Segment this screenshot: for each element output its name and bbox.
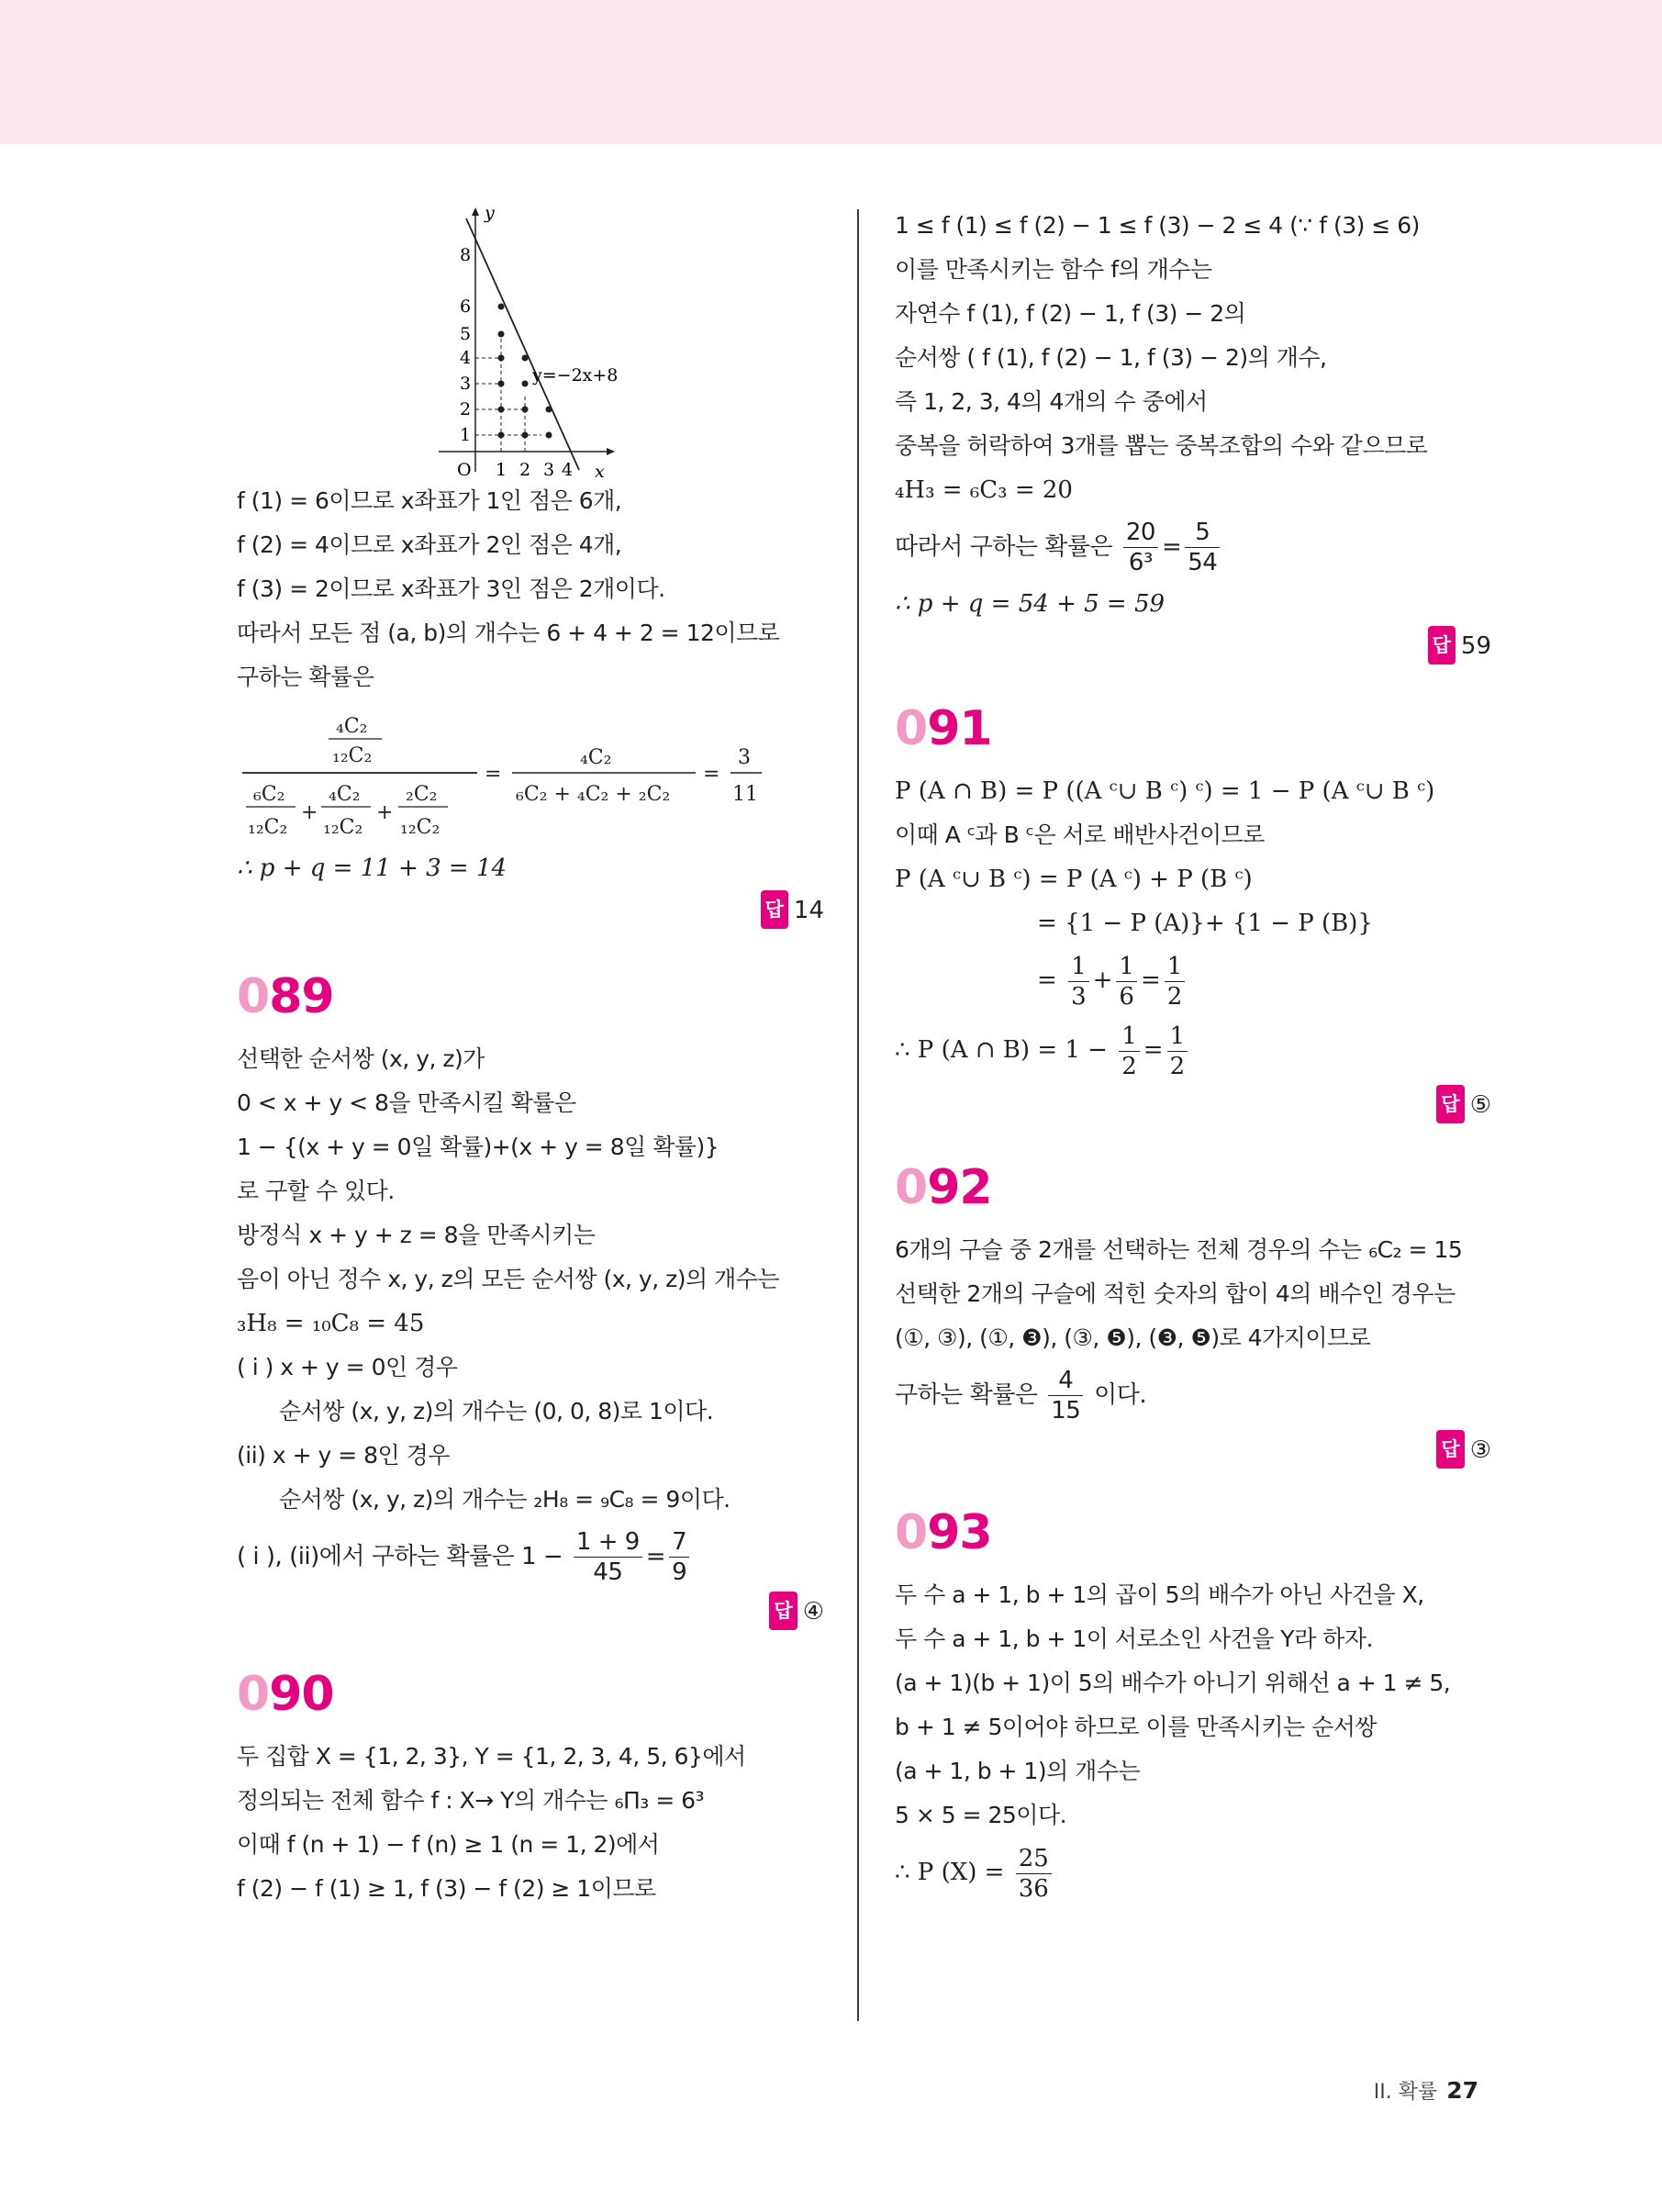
answer-value: ④ <box>802 1598 824 1625</box>
sol089-result: ( i ), (ii)에서 구하는 확률은 1 − $\frac{1 + 9}{45}$ = $\frac{7}{9}$ <box>237 1522 824 1592</box>
sol092-line: (①, ③), (①, ❸), (③, ❺), (❸, ❺)로 4가지이므로 <box>895 1324 1371 1351</box>
problem-number-rest: 93 <box>927 1505 992 1560</box>
problem-number-rest: 91 <box>927 701 992 756</box>
answer-tag: 답 <box>1436 1085 1464 1123</box>
column-divider <box>857 209 859 2021</box>
svg-text:₁₂C₂: ₁₂C₂ <box>400 816 441 839</box>
fraction: $\frac{1 + 9}{45}$ <box>574 1527 642 1587</box>
answer-090 <box>895 626 1491 665</box>
sol089-case2: (ii) x + y = 8인 경우 <box>237 1442 450 1469</box>
problem-number-093: 093 <box>895 1505 992 1560</box>
svg-text:=: = <box>485 763 502 786</box>
sol090-line: f (2) − f (1) ≥ 1, f (3) − f (2) ≥ 1이므로 <box>237 1875 656 1902</box>
origin-label: O <box>457 460 472 479</box>
sol091-sum: = $\frac{1}{3}$ + $\frac{1}{6}$ = $\frac{1}{2}$ <box>895 945 1491 1015</box>
sol090-line: 이를 만족시키는 함수 f의 개수는 <box>895 256 1212 283</box>
problem-number-091: 091 <box>895 701 992 756</box>
problem-number-090: 090 <box>237 1667 334 1722</box>
answer-088 <box>237 890 824 929</box>
fraction: $\frac{1}{6}$ <box>1116 952 1137 1011</box>
svg-text:₄C₂: ₄C₂ <box>329 783 361 806</box>
sol090-probability: 따라서 구하는 확률은 $\frac{20}{\text{6³}}$ = $\frac{5}{54}$ <box>895 512 1491 582</box>
svg-text:₁₂C₂: ₁₂C₂ <box>332 744 373 767</box>
svg-text:₆C₂: ₆C₂ <box>253 783 285 806</box>
svg-text:₁₂C₂: ₁₂C₂ <box>248 816 288 839</box>
sol088-conclusion: ∴ p + q = 11 + 3 = 14 <box>237 855 508 882</box>
sol090-line: 1 ≤ f (1) ≤ f (2) − 1 ≤ f (3) − 2 ≤ 4 (∵ f (3) ≤ 6) <box>895 212 1420 239</box>
y-tick: 2 <box>460 399 472 419</box>
sol088-line: f (1) = 6이므로 x좌표가 1인 점은 6개, <box>237 487 622 514</box>
sol089-line: 방정식 x + y + z = 8을 만족시키는 <box>237 1222 596 1248</box>
sol093-line: b + 1 ≠ 5이어야 하므로 이를 만족시키는 순서쌍 <box>895 1714 1378 1740</box>
page-footer <box>1374 2076 1478 2105</box>
sol092-probability <box>895 1360 1491 1430</box>
x-tick: 2 <box>519 460 531 479</box>
svg-text:₄C₂: ₄C₂ <box>336 715 368 738</box>
y-tick: 5 <box>460 324 472 344</box>
sol089-line: 0 < x + y < 8을 만족시킬 확률은 <box>237 1089 576 1116</box>
svg-text:+: + <box>376 801 394 824</box>
fraction: $\frac{1}{3}$ <box>1068 952 1089 1011</box>
fraction: $\frac{25}{36}$ <box>1016 1844 1052 1904</box>
svg-text:₂C₂: ₂C₂ <box>406 783 438 806</box>
sol093-line: 두 수 a + 1, b + 1의 곱이 5의 배수가 아닌 사건을 X, <box>895 1581 1424 1608</box>
answer-value: ③ <box>1469 1436 1491 1464</box>
fraction: $\frac{1}{2}$ <box>1119 1022 1140 1081</box>
sol090-line: 두 집합 X = {1, 2, 3}, Y = {1, 2, 3, 4, 5, 6}에서 <box>237 1743 746 1770</box>
fraction: $\frac{7}{9}$ <box>669 1527 689 1587</box>
sol089-result-text: ( i ), (ii)에서 구하는 확률은 1 − <box>237 1543 563 1570</box>
answer-089 <box>237 1592 824 1630</box>
sol090-prob-text: 따라서 구하는 확률은 <box>895 533 1113 561</box>
fraction: $\frac{1}{2}$ <box>1165 952 1186 1011</box>
answer-tag: 답 <box>1436 1430 1464 1469</box>
sol093-result-text: ∴ P (X) = <box>895 1859 1005 1886</box>
sol089-line: 음이 아닌 정수 x, y, z의 모든 순서쌍 (x, y, z)의 개수는 <box>237 1266 780 1292</box>
sol089-line: 선택한 순서쌍 (x, y, z)가 <box>237 1045 485 1072</box>
sol090-line: 중복을 허락하여 3개를 뽑는 중복조합의 수와 같으므로 <box>895 432 1428 459</box>
problem-number-092: 092 <box>895 1160 992 1215</box>
svg-text:11: 11 <box>732 783 758 806</box>
sol093-result <box>895 1838 1491 1907</box>
sol089-line: 순서쌍 (x, y, z)의 개수는 ₂H₈ = ₉C₈ = 9이다. <box>279 1486 731 1513</box>
sol089-line: 로 구할 수 있다. <box>237 1178 395 1204</box>
sol089-line: ₃H₈ = ₁₀C₈ = 45 <box>237 1310 425 1337</box>
sol089-line: 1 − {(x + y = 0일 확률)+(x + y = 8일 확률)} <box>237 1134 719 1160</box>
sol088-line: 구하는 확률은 <box>237 664 374 690</box>
sol093-line: 5 × 5 = 25이다. <box>895 1802 1067 1828</box>
fraction: $\frac{20}{\text{6³}}$ <box>1123 518 1158 577</box>
top-band <box>0 0 1662 144</box>
footer-section: II. 확률 <box>1373 2081 1438 2104</box>
svg-text:₆C₂ + ₄C₂ + ₂C₂: ₆C₂ + ₄C₂ + ₂C₂ <box>516 783 671 806</box>
fraction: $\frac{1}{2}$ <box>1167 1022 1188 1081</box>
answer-value: 14 <box>793 897 824 924</box>
sol093-line: 두 수 a + 1, b + 1이 서로소인 사건을 Y라 하자. <box>895 1625 1373 1652</box>
sol092-prob-text: 구하는 확률은 <box>895 1381 1038 1409</box>
sol093-line: (a + 1, b + 1)의 개수는 <box>895 1758 1141 1784</box>
right-column <box>895 204 1491 1907</box>
answer-value: 59 <box>1460 632 1491 660</box>
y-tick: 6 <box>460 296 472 317</box>
svg-text:3: 3 <box>738 746 751 769</box>
svg-text:₄C₂: ₄C₂ <box>580 746 612 769</box>
sol090-line: 자연수 f (1), f (2) − 1, f (3) − 2의 <box>895 300 1246 327</box>
answer-tag: 답 <box>761 890 788 929</box>
sol090-line: 즉 1, 2, 3, 4의 4개의 수 중에서 <box>895 388 1208 415</box>
x-tick: 4 <box>562 460 574 479</box>
answer-091 <box>895 1085 1491 1123</box>
sol088-line: f (3) = 2이므로 x좌표가 3인 점은 2개이다. <box>237 575 665 602</box>
page-number: 27 <box>1446 2077 1478 2104</box>
problem-number-089: 089 <box>237 969 334 1024</box>
answer-tag: 답 <box>769 1592 797 1630</box>
sol092-prob-tail: 이다. <box>1094 1381 1147 1409</box>
svg-text:₁₂C₂: ₁₂C₂ <box>323 816 363 839</box>
x-tick: 1 <box>496 460 508 479</box>
sol089-line: 순서쌍 (x, y, z)의 개수는 (0, 0, 8)로 1이다. <box>279 1398 714 1424</box>
y-tick: 3 <box>460 374 472 394</box>
y-tick: 1 <box>460 425 472 445</box>
answer-value: ⑤ <box>1469 1091 1491 1119</box>
x-tick: 3 <box>543 460 555 479</box>
svg-text:=: = <box>703 763 720 786</box>
sol091-line: P (A ᶜ∪ B ᶜ) = P (A ᶜ) + P (B ᶜ) <box>895 866 1253 893</box>
problem-number-rest: 90 <box>269 1667 334 1722</box>
left-column <box>237 204 824 1911</box>
sol089-case1: ( i ) x + y = 0인 경우 <box>237 1354 458 1380</box>
fraction: $\frac{5}{54}$ <box>1185 518 1220 577</box>
fraction: $\frac{4}{15}$ <box>1048 1366 1083 1425</box>
sol091-line: P (A ∩ B) = P ((A ᶜ∪ B ᶜ) ᶜ) = 1 − P (A ᶜ∪ B ᶜ) <box>895 777 1435 805</box>
x-axis-label: x <box>595 462 605 479</box>
sol091-result: ∴ P (A ∩ B) = 1 − $\frac{1}{2}$ = $\frac{1}{2}$ <box>895 1015 1491 1085</box>
line-label: y=−2x+8 <box>532 365 619 385</box>
y-tick: 4 <box>460 348 472 368</box>
sol091-line: 이때 A ᶜ과 B ᶜ은 서로 배반사건이므로 <box>895 821 1265 848</box>
sol090-line: 정의되는 전체 함수 f : X→ Y의 개수는 ₆Π₃ = 6³ <box>237 1787 705 1814</box>
y-tick: 8 <box>460 245 472 265</box>
sol090-line: 이때 f (n + 1) − f (n) ≥ 1 (n = 1, 2)에서 <box>237 1831 660 1858</box>
sol091-line: = {1 − P (A)}+ {1 − P (B)} <box>1037 910 1373 937</box>
sol090-line: 순서쌍 ( f (1), f (2) − 1, f (3) − 2)의 개수, <box>895 344 1327 371</box>
svg-text:+: + <box>301 801 318 824</box>
sol092-line: 6개의 구슬 중 2개를 선택하는 전체 경우의 수는 ₆C₂ = 15 <box>895 1236 1463 1263</box>
sol090-line: ₄H₃ = ₆C₃ = 20 <box>895 476 1073 504</box>
sol092-line: 선택한 2개의 구슬에 적힌 숫자의 합이 4의 배수인 경우는 <box>895 1280 1456 1307</box>
sol090-conclusion: ∴ p + q = 54 + 5 = 59 <box>895 590 1166 618</box>
sol093-line: (a + 1)(b + 1)이 5의 배수가 아니기 위해선 a + 1 ≠ 5, <box>895 1670 1451 1696</box>
lattice-graph <box>411 204 650 479</box>
answer-092 <box>895 1430 1491 1469</box>
probability-fraction <box>237 705 769 843</box>
problem-number-rest: 92 <box>927 1160 992 1215</box>
sol088-line: f (2) = 4이므로 x좌표가 2인 점은 4개, <box>237 531 622 558</box>
y-axis-label: y <box>485 204 495 223</box>
problem-number-rest: 89 <box>269 969 334 1024</box>
sol088-line: 따라서 모든 점 (a, b)의 개수는 6 + 4 + 2 = 12이므로 <box>237 620 780 646</box>
answer-tag: 답 <box>1428 626 1456 665</box>
